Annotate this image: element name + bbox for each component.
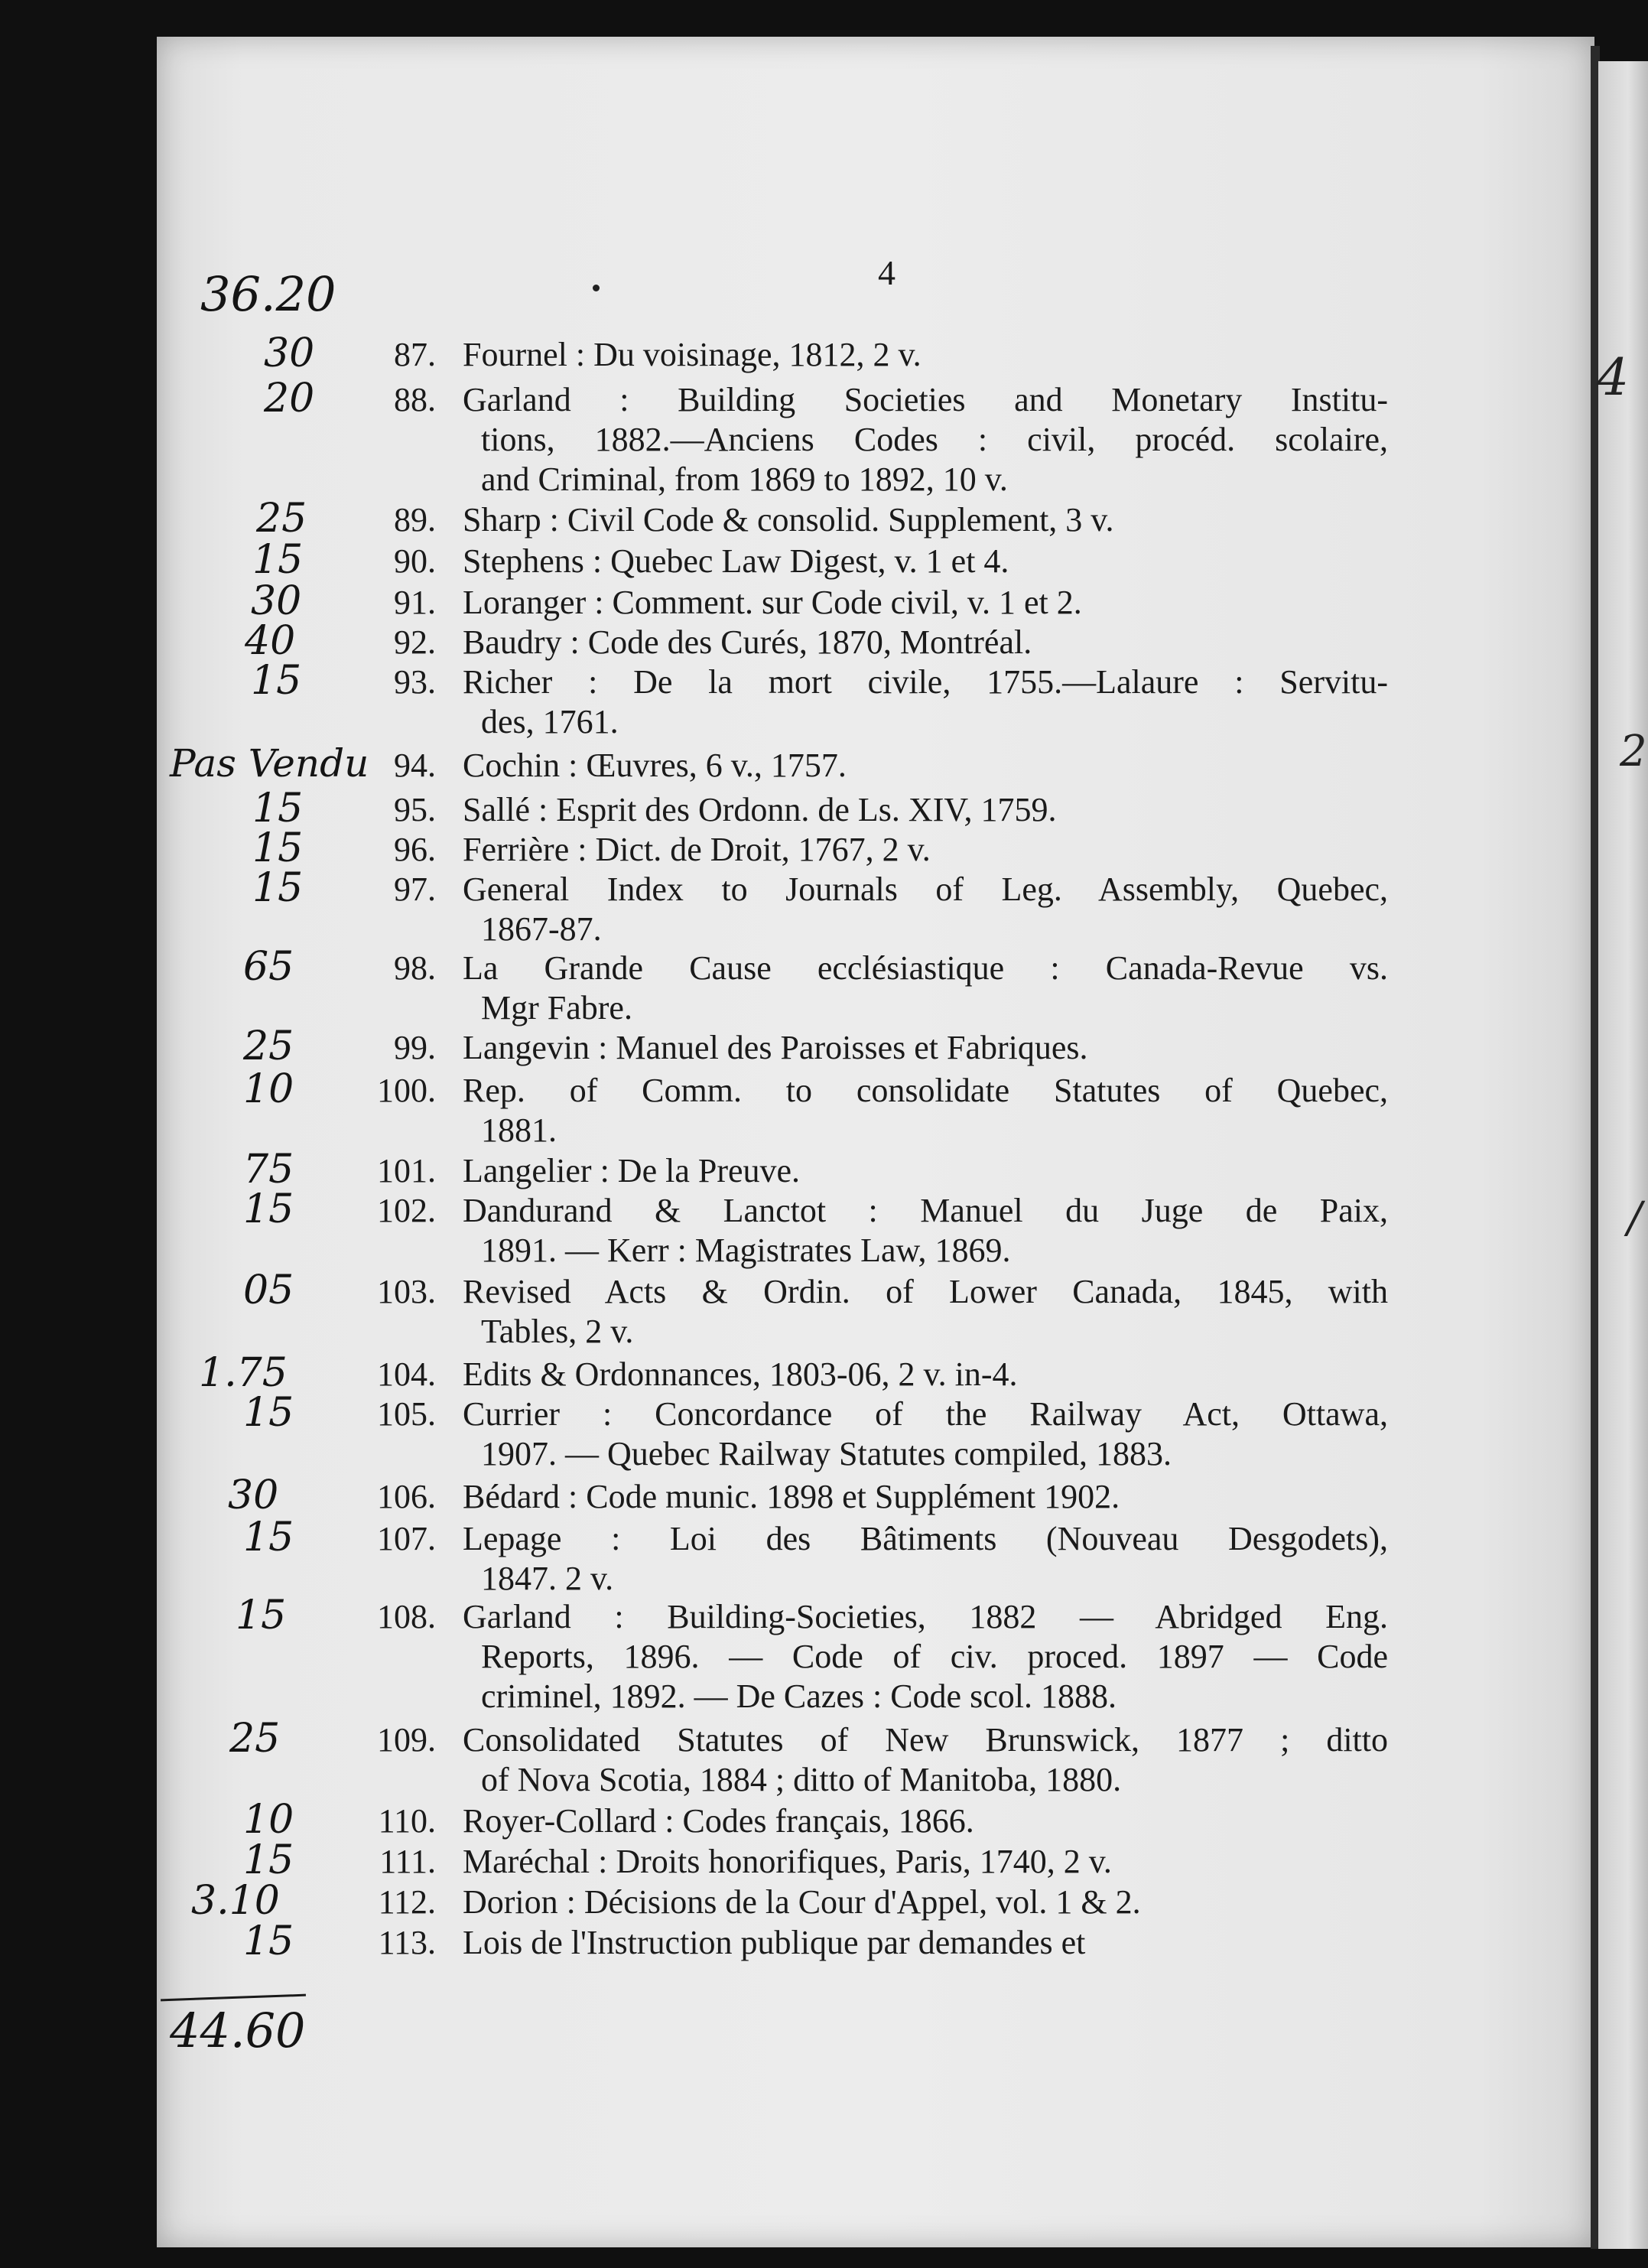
entry-text: [463, 1151, 1388, 1191]
entry-line: Reports, 1896. — Code of civ. proced. 1897 — Code: [481, 1638, 1388, 1675]
entry-text: [463, 870, 1388, 949]
handwritten-price: 25: [229, 1716, 281, 1762]
margin-mark: 2: [1620, 727, 1647, 776]
entry-line: Langevin : Manuel des Paroisses et Fabriques.: [463, 1029, 1088, 1066]
handwritten-price: 10: [243, 1066, 294, 1112]
entry-line: Sharp : Civil Code & consolid. Supplement, 3 v.: [463, 501, 1114, 539]
entry-number: 96.: [394, 831, 436, 868]
entry-line: Edits & Ordonnances, 1803-06, 2 v. in-4.: [463, 1355, 1018, 1393]
handwritten-price: 15: [243, 1515, 294, 1560]
entry-number: 94.: [394, 747, 436, 784]
entry-line: Revised Acts & Ordin. of Lower Canada, 1845, with: [463, 1273, 1388, 1310]
entry-text: [463, 830, 1388, 870]
handwritten-price: 15: [252, 865, 304, 911]
entry-line: 1881.: [481, 1111, 557, 1149]
entry-line: Royer-Collard : Codes français, 1866.: [463, 1802, 974, 1840]
entry-text: [463, 1597, 1388, 1716]
entry-line: of Nova Scotia, 1884 ; ditto of Manitoba, 1880.: [481, 1761, 1122, 1798]
entry-line: and Criminal, from 1869 to 1892, 10 v.: [481, 460, 1008, 498]
entry-text: [463, 1272, 1388, 1352]
handwritten-price: 15: [252, 825, 304, 871]
entry-line: 1867-87.: [481, 910, 602, 948]
entry-text: [463, 623, 1388, 662]
entry-number: 106.: [377, 1478, 436, 1515]
entry-number: 91.: [394, 584, 436, 621]
handwritten-price: 30: [251, 578, 302, 624]
entry-number: 100.: [377, 1072, 436, 1109]
entry-line: Cochin : Œuvres, 6 v., 1757.: [463, 747, 847, 784]
entry-text: [463, 790, 1388, 830]
page-number: 4: [878, 253, 896, 292]
entry-text: [463, 1801, 1388, 1841]
entry-number: 101.: [377, 1152, 436, 1189]
entry-line: Maréchal : Droits honorifiques, Paris, 1740, 2 v.: [463, 1843, 1112, 1880]
entry-line: Bédard : Code munic. 1898 et Supplément 1902.: [463, 1478, 1120, 1515]
entry-text: [463, 1923, 1388, 1963]
handwritten-price: Pas Vendu: [170, 741, 369, 786]
entry-line: Garland : Building Societies and Monetary Institu-: [463, 381, 1388, 418]
entry-number: 107.: [377, 1520, 436, 1557]
entry-line: criminel, 1892. — De Cazes : Code scol. 1888.: [481, 1677, 1117, 1715]
entry-line: Fournel : Du voisinage, 1812, 2 v.: [463, 336, 922, 373]
entry-text: [463, 583, 1388, 623]
entry-line: Langelier : De la Preuve.: [463, 1152, 801, 1189]
entry-text: [463, 662, 1388, 742]
entry-number: 88.: [394, 381, 436, 418]
entry-number: 98.: [394, 949, 436, 987]
entry-number: 95.: [394, 791, 436, 828]
entry-line: Richer : De la mort civile, 1755.—Lalaure : Servitu-: [463, 663, 1388, 701]
entry-number: 103.: [377, 1273, 436, 1310]
margin-mark: 4: [1597, 348, 1629, 407]
handwritten-price: 20: [264, 376, 315, 421]
entry-line: Lois de l'Instruction publique par demandes et: [463, 1924, 1086, 1961]
entry-text: [463, 746, 1388, 786]
entry-number: 89.: [394, 501, 436, 539]
handwritten-price: 15: [243, 1837, 294, 1883]
entry-number: 111.: [379, 1843, 436, 1880]
entry-text: [463, 1355, 1388, 1394]
entry-number: 104.: [377, 1355, 436, 1393]
entry-text: [463, 1519, 1388, 1599]
handwritten-price: 75: [243, 1147, 294, 1193]
entry-number: 105.: [377, 1395, 436, 1433]
entry-text: [463, 1071, 1388, 1150]
entry-number: 90.: [394, 542, 436, 580]
entry-text: [463, 1477, 1388, 1517]
handwritten-price: 30: [228, 1472, 279, 1518]
entry-text: [463, 949, 1388, 1028]
handwritten-price: 15: [251, 658, 302, 704]
entry-number: 108.: [377, 1598, 436, 1635]
entry-line: Ferrière : Dict. de Droit, 1767, 2 v.: [463, 831, 931, 868]
entry-line: des, 1761.: [481, 703, 619, 740]
entry-line: Rep. of Comm. to consolidate Statutes of Quebec,: [463, 1072, 1388, 1109]
entry-text: [463, 335, 1388, 375]
handwritten-price: 25: [243, 1023, 294, 1069]
entry-number: 112.: [378, 1883, 436, 1921]
handwritten-price: 15: [243, 1390, 294, 1436]
entry-number: 99.: [394, 1029, 436, 1066]
entry-number: 97.: [394, 870, 436, 908]
handwritten-price: 15: [252, 786, 304, 831]
entry-number: 92.: [394, 623, 436, 661]
entry-line: Sallé : Esprit des Ordonn. de Ls. XIV, 1759.: [463, 791, 1057, 828]
handwritten-price: 40: [245, 618, 296, 664]
entry-number: 113.: [378, 1924, 436, 1961]
entry-number: 109.: [377, 1721, 436, 1759]
entry-text: [463, 1191, 1388, 1271]
entry-number: 102.: [377, 1192, 436, 1229]
entry-text: [463, 500, 1388, 540]
handwritten-price: 65: [243, 944, 294, 990]
handwritten-price: 15: [236, 1593, 287, 1638]
entry-line: 1847. 2 v.: [481, 1560, 614, 1597]
entry-number: 93.: [394, 663, 436, 701]
entry-number: 110.: [378, 1802, 436, 1840]
handwritten-price: 1.75: [199, 1350, 288, 1396]
entry-line: General Index to Journals of Leg. Assembly, Quebec,: [463, 870, 1388, 908]
handwritten-price: 25: [256, 496, 307, 542]
entry-line: Lepage : Loi des Bâtiments (Nouveau Desgodets),: [463, 1520, 1388, 1557]
entry-line: 1907. — Quebec Railway Statutes compiled, 1883.: [481, 1435, 1172, 1472]
entry-line: Currier : Concordance of the Railway Act, Ottawa,: [463, 1395, 1388, 1433]
margin-mark: /: [1627, 1193, 1642, 1243]
entry-line: Garland : Building-Societies, 1882 — Abridged Eng.: [463, 1598, 1388, 1635]
entry-text: [463, 1842, 1388, 1882]
entry-line: Stephens : Quebec Law Digest, v. 1 et 4.: [463, 542, 1009, 580]
entry-text: [463, 1394, 1388, 1474]
entry-line: Baudry : Code des Curés, 1870, Montréal.: [463, 623, 1032, 661]
handwritten-price: 3.10: [191, 1878, 280, 1924]
handwritten-price: 15: [243, 1918, 294, 1964]
entry-line: Mgr Fabre.: [481, 989, 632, 1027]
handwritten-price: 15: [252, 537, 304, 583]
entry-text: [463, 1720, 1388, 1800]
entry-line: tions, 1882.—Anciens Codes : civil, procéd. scolaire,: [481, 421, 1388, 458]
entry-line: Dorion : Décisions de la Cour d'Appel, vol. 1 & 2.: [463, 1883, 1141, 1921]
entry-line: Dandurand & Lanctot : Manuel du Juge de Paix,: [463, 1192, 1388, 1229]
running-total-handwritten: 36.20: [200, 266, 336, 322]
handwritten-price: 05: [243, 1267, 294, 1313]
entry-line: 1891. — Kerr : Magistrates Law, 1869.: [481, 1232, 1011, 1269]
entry-text: [463, 380, 1388, 499]
entry-text: [463, 1882, 1388, 1922]
entry-line: Loranger : Comment. sur Code civil, v. 1 et 2.: [463, 584, 1082, 621]
entry-number: 87.: [394, 336, 436, 373]
handwritten-price: 30: [264, 330, 315, 376]
entry-text: [463, 1028, 1388, 1068]
entry-line: Consolidated Statutes of New Brunswick, 1877 ; ditto: [463, 1721, 1388, 1759]
entry-text: [463, 542, 1388, 581]
handwritten-price: 10: [243, 1797, 294, 1843]
grand-total-handwritten: 44.60: [170, 2003, 306, 2058]
entry-line: Tables, 2 v.: [481, 1313, 634, 1350]
handwritten-price: 15: [243, 1186, 294, 1232]
entry-line: La Grande Cause ecclésiastique : Canada-Revue vs.: [463, 949, 1388, 987]
